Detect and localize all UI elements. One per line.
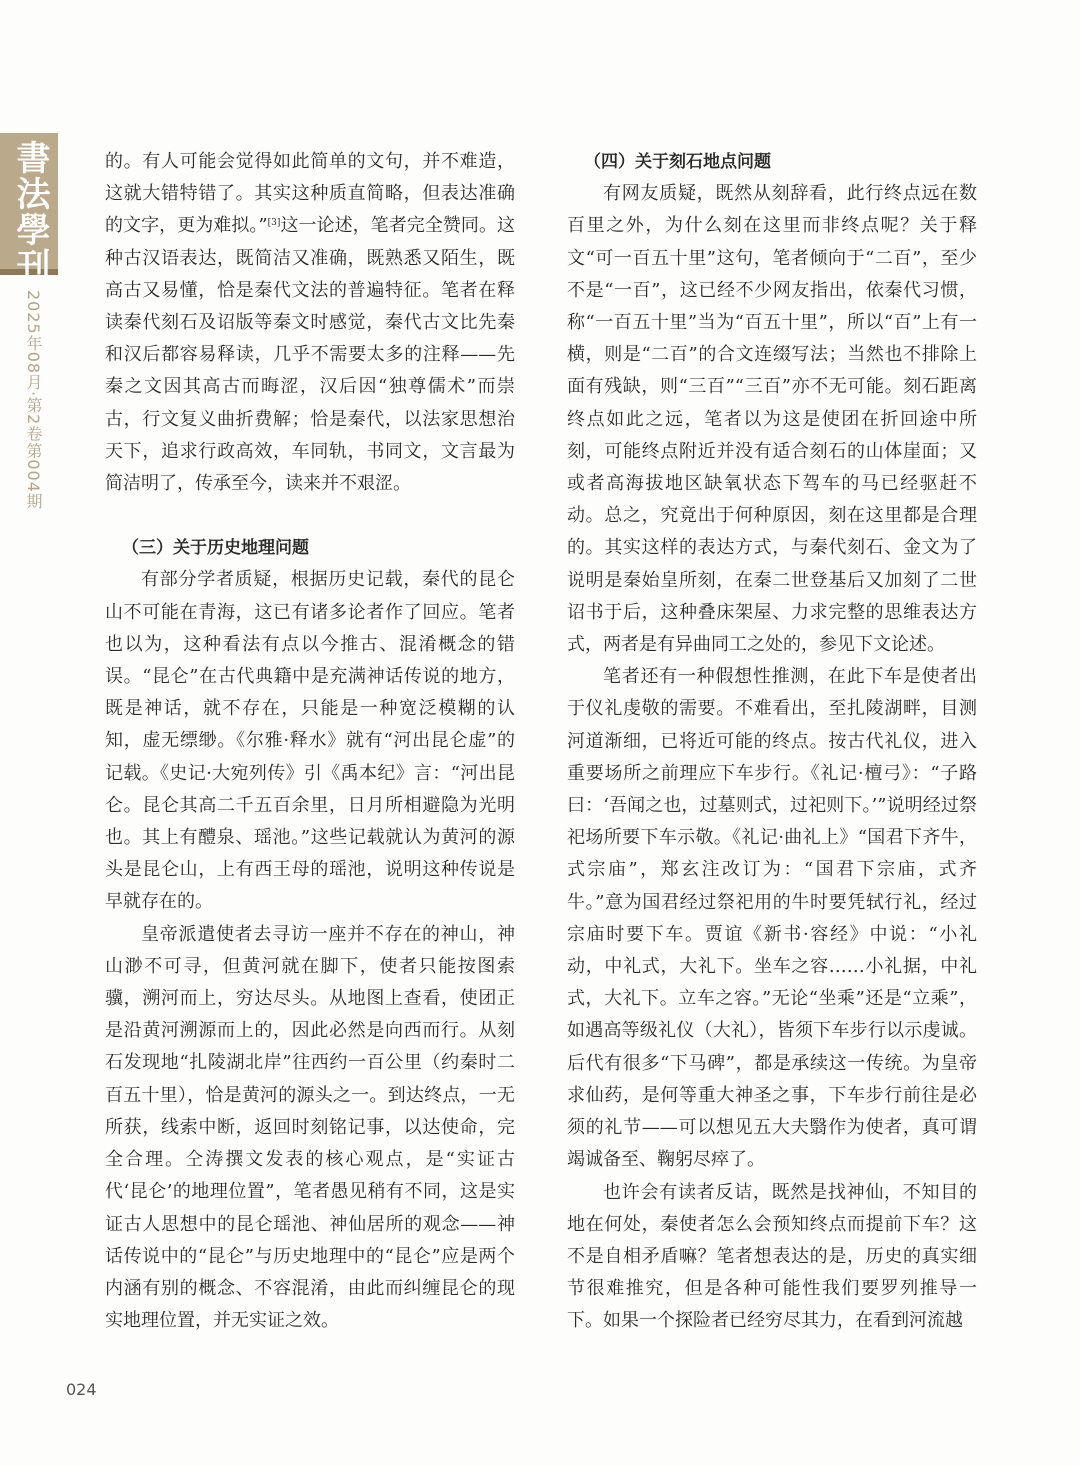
- left-paragraph-1: 的。有人可能会觉得如此简单的文句，并不难造，这就大错特错了。其实这种质直简略，但表达准确的文字，更为难拟。”[3]这一论述，笔者完全赞同。这种古汉语表达，既简洁又准确，既熟悉又陌生，既高古又易懂，恰是秦代文法的普遍特征。笔者在释读秦代刻石及诏版等秦文时感觉，秦代古文比先秦和汉后都容易释读，几乎不需要太多的注释——先秦之文因其高古而晦涩，汉后因“独尊儒术”而崇古，行文复义曲折费解；恰是秦代，以法家思想治天下，追求行政高效，车同轨，书同文，文言最为简洁明了，传承至今，读来并不艰涩。: [105, 151, 516, 495]
- right-paragraph-2: 笔者还有一种假想性推测，在此下车是使者出于仪礼虔敬的需要。不难看出，至扎陵湖畔，目测河道渐细，已将近可能的终点。按古代礼仪，进入重要场所之前理应下车步行。《礼记·檀弓》：“子路曰：‘吾闻之也，过墓则式，过祀则下。’”说明经过祭祀场所要下车示敬。《礼记·曲礼上》“国君下齐牛，式宗庙”，郑玄注改订为：“国君下宗庙，式齐牛。”意为国君经过祭祀用的牛时要凭轼行礼，经过宗庙时要下车。贾谊《新书·容经》中说：“小礼动，中礼式，大礼下。坐车之容……小礼据，中礼式，大礼下。立车之容。”无论“坐乘”还是“立乘”，如遇高等级礼仪（大礼），皆须下车步行以示虔诚。后代有很多“下马碑”，都是承续这一传统。为皇帝求仙药，是何等重大神圣之事，下车步行前往是必须的礼节——可以想见五大夫翳作为使者，真可谓竭诚备至、鞠躬尽瘁了。: [567, 666, 977, 1171]
- reference-marker: [3]: [267, 218, 281, 229]
- right-paragraph-3: 也许会有读者反诘，既然是找神仙，不知目的地在何处，秦使者怎么会预知终点而提前下车？这不是自相矛盾嘛？笔者想表达的是，历史的真实细节很难推究，但是各种可能性我们要罗列推导一下。如果一个探险者已经穷尽其力，在看到河流越: [567, 1181, 977, 1332]
- journal-logo: 書法學刊: [10, 140, 50, 284]
- left-paragraph-3: 皇帝派遣使者去寻访一座并不存在的神山，神山渺不可寻，但黄河就在脚下，使者只能按图索骥，溯河而上，穷达尽头。从地图上查看，使团正是沿黄河溯源而上的，因此必然是向西而行。从刻石发现地“扎陵湖北岸”往西约一百公里（约秦时二百五十里），恰是黄河的源头之一。到达终点，一无所获，线索中断，返回时刻铭记事，以达使命，完全合理。仝涛撰文发表的核心观点，是“实证古代‘昆仑’的地理位置”，笔者愚见稍有不同，这是实证古人思想中的昆仑瑶池、神仙居所的观念——神话传说中的“昆仑”与历史地理中的“昆仑”应是两个内涵有别的概念、不容混淆，由此而纠缠昆仑的现实地理位置，并无实证之效。: [105, 923, 515, 1332]
- page-number: 024: [66, 1380, 97, 1399]
- issue-info: 2025年08月·第2卷第004期: [24, 290, 43, 510]
- section-gap: [105, 500, 515, 532]
- right-column: [567, 146, 977, 1338]
- left-paragraph-2: 有部分学者质疑，根据历史记载，秦代的昆仑山不可能在青海，这已有诸多论者作了回应。笔者也以为，这种看法有点以今推古、混淆概念的错误。“昆仑”在古代典籍中是充满神话传说的地方，既是神话，就不存在，只能是一种宽泛模糊的认知，虚无缥缈。《尔雅·释水》就有“河出昆仑虚”的记载。《史记·大宛列传》引《禹本纪》言：“河出昆仑。昆仑其高二千五百余里，日月所相避隐为光明也。其上有醴泉、瑶池。”这些记载就认为黄河的源头是昆仑山，上有西王母的瑶池，说明这种传说是早就存在的。: [105, 569, 515, 913]
- right-paragraph-1: 有网友质疑，既然从刻辞看，此行终点远在数百里之外，为什么刻在这里而非终点呢？关于释文“可一百五十里”这句，笔者倾向于“二百”，至少不是“一百”，这已经不少网友指出，依秦代习惯，称“一百五十里”当为“百五十里”，所以“百”上有一横，则是“二百”的合文连缀写法；当然也不排除上面有残缺，则“三百”“三百”亦不无可能。刻石距离终点如此之远，笔者以为这是使团在折回途中所刻，可能终点附近并没有适合刻石的山体崖面；又或者高海拔地区缺氧状态下驾车的马已经驱赶不动。总之，究竟出于何种原因，刻在这里都是合理的。其实这样的表达方式，与秦代刻石、金文为了说明是秦始皇所刻，在秦二世登基后又加刻了二世诏书于后，这种叠床架屋、力求完整的思维表达方式，两者是有异曲同工之处的，参见下文论述。: [567, 183, 977, 656]
- section-heading-3: （三）关于历史地理问题: [122, 538, 309, 559]
- section-heading-4: （四）关于刻石地点问题: [584, 152, 771, 172]
- left-column: [105, 146, 515, 1337]
